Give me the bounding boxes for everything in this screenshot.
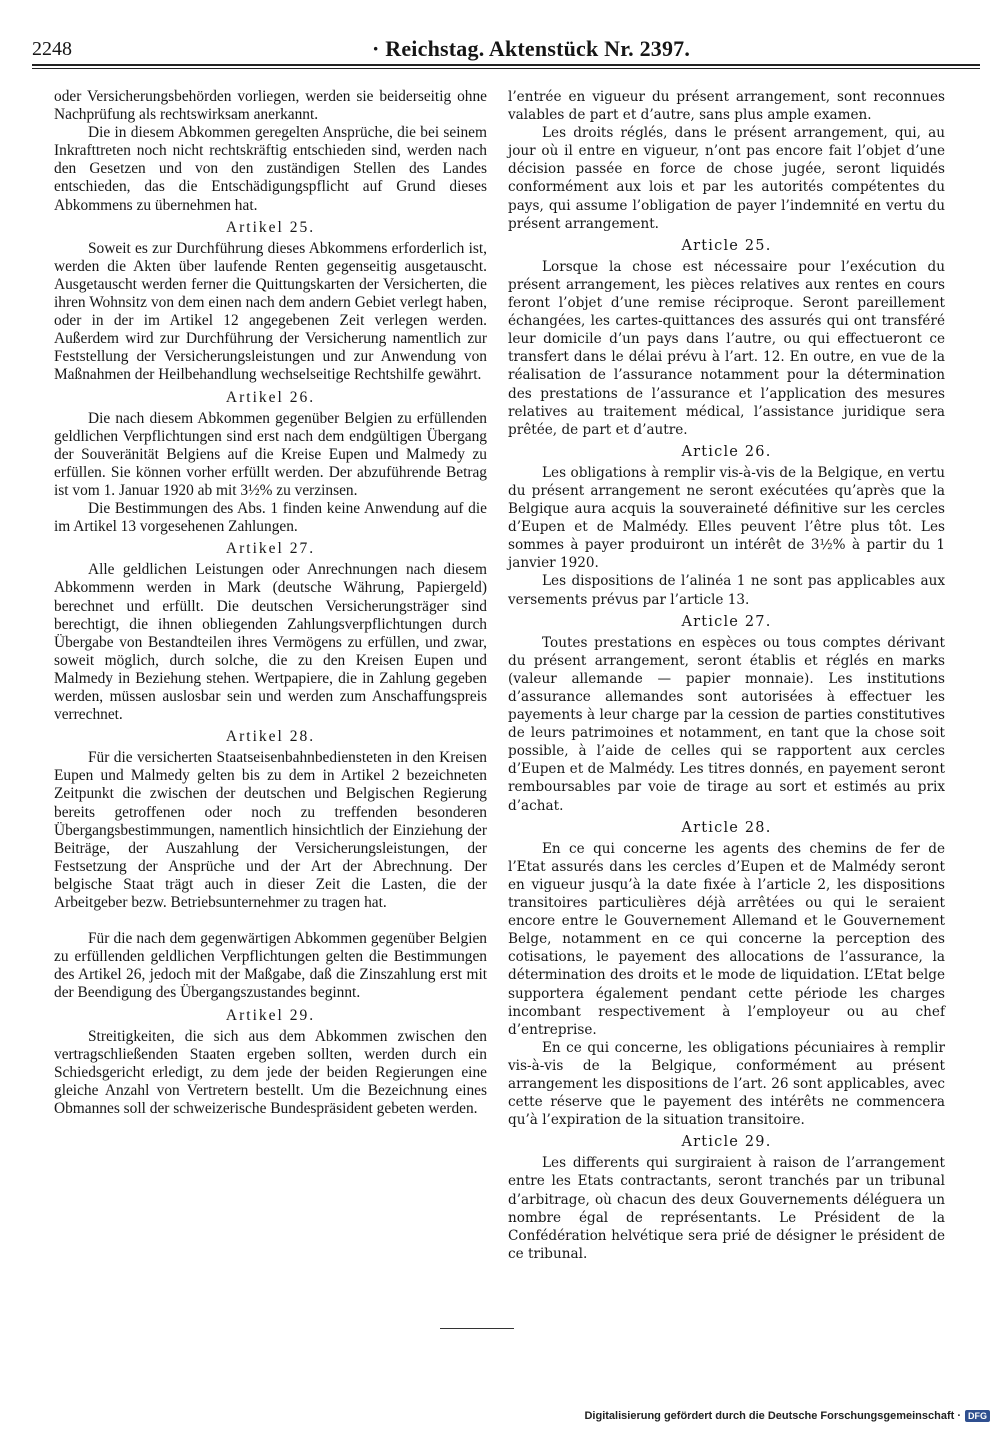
french-column	[508, 88, 945, 1263]
french-article-heading: Article 29.	[681, 1134, 772, 1151]
german-article-heading: Artikel 27.	[225, 540, 316, 558]
german-article-heading: Artikel 26.	[225, 388, 316, 406]
french-paragraph: Toutes prestations en espèces ou tous comptes dérivant du présent arrangement, seront établis et réglés en marks (valeur allemande — papier monnaie). Les institutions d’assurance allemandes sont autorisées à effectuer les payements à leur charge par la cession de parties constitutives de leurs patrimoines et notamment, en tant que la chose soit possible, à l’aide de celles qui se rapportent aux cercles d’Eupen et de Malmédy. Les titres donnés, en payement seront remboursables par voie de tirage au sort et estimés au prix d’achat.	[508, 634, 945, 814]
french-article-heading: Article 27.	[681, 613, 772, 630]
german-paragraph: Die nach diesem Abkommen gegenüber Belgien zu erfüllenden geldlichen Verpflichtungen sind erst nach dem endgültigen Übergang der Souveränität Belgiens auf die Kreise Eupen und Malmedy zu erfüllen. Sie können vorher erfüllt werden. Der abzuführende Betrag ist vom 1. Januar 1920 ab mit 3½% zu verzinsen.	[54, 409, 487, 499]
french-paragraph: Les dispositions de l’alinéa 1 ne sont pas applicables aux versements prévus par l’article 13.	[508, 573, 945, 608]
german-paragraph: Soweit es zur Durchführung dieses Abkommens erforderlich ist, werden die Akten über laufende Renten gegenseitig ausgetauscht. Ausgetauscht werden ferner die Quittungskarten der Versicherten, die ihren Wohnsitz von dem einen nach dem andern Gebiet verlegt haben, oder in der im Artikel 12 angegebenen Zeit verlegen werden. Außerdem wird zur Durchführung der Versicherung namentlich zur Feststellung der Versicherungsleistungen und zur Anwendung von Maßnahmen der Heilbehandlung wechselseitige Rechtshilfe gewährt.	[54, 239, 487, 384]
german-paragraph: Die in diesem Abkommen geregelten Ansprüche, die bei seinem Inkrafttreten noch nicht rechtskräftig entschieden sind, werden nach den Gesetzen und von den zuständigen Stellen des Landes entschieden, das die Entschädigungspflicht auf Grund dieses Abkommens zu übernehmen hat.	[54, 124, 487, 214]
german-paragraph: Für die versicherten Staatseisenbahnbediensteten in den Kreisen Eupen und Malmedy gelten bis zu dem in Artikel 2 bezeichneten Zeitpunkt die zwischen der deutschen und Belgischen Regierung bereits getroffenen oder noch zu treffenden besonderen Übergangsbestimmungen, namentlich hinsichtlich der Einziehung der Beiträge, der Auszahlung der Versicherungsleistungen, der Festsetzung der Ansprüche und der Art der Abrechnung. Der belgische Staat trägt auch in dieser Zeit die Lasten, die der Arbeitgeber bezw. Betriebsunternehmer zu tragen hat.	[54, 749, 487, 912]
page-title: · Reichstag. Aktenstück Nr. 2397.	[372, 36, 691, 61]
page-header	[32, 34, 980, 66]
german-paragraph: Alle geldlichen Leistungen oder Anrechnungen nach diesem Abkommenn werden in Mark (deutsche Währung, Papiergeld) berechnet und erfüllt. Die deutschen Versicherungsträger sind berechtigt, die ihnen obliegenden Zahlungsverpflichtungen durch Übergabe von Bestandteilen ihres Vermögens zu erfüllen, und zwar, soweit möglich, durch solche, die zu den Kreisen Eupen und Malmedy in Beziehung stehen. Wertpapiere, die in Zahlung gegeben werden, müssen auslosbar sein und werden zum Anschaffungspreis verrechnet.	[54, 561, 487, 724]
french-article-heading: Article 25.	[681, 237, 772, 254]
header-rule-thin	[32, 68, 980, 69]
header-rule	[32, 64, 980, 66]
footer-text: Digitalisierung gefördert durch die Deutsche Forschungsgemeinschaft ·	[584, 1410, 961, 1422]
german-paragraph: oder Versicherungsbehörden vorliegen, werden sie beiderseitig ohne Nachprüfung als rechtswirksam anerkannt.	[54, 88, 487, 124]
german-paragraph: Streitigkeiten, die sich aus dem Abkommen zwischen den vertragschließenden Staaten ergeben sollten, werden durch ein Schiedsgericht erledigt, zu dem jede der beiden Regierungen eine gleiche Anzahl von Vertretern bestellt. Um die Bezeichnung eines Obmannes soll der schweizerische Bundespräsident gebeten werden.	[54, 1027, 487, 1117]
dfg-logo: DFG	[965, 1410, 990, 1422]
french-article-heading: Article 28.	[681, 819, 772, 836]
french-paragraph: l’entrée en vigueur du présent arrangement, sont reconnues valables de part et d’autre, sans plus ample examen.	[508, 89, 945, 124]
french-paragraph: Les differents qui surgiraient à raison de l’arrangement entre les Etats contractants, seront tranchés par un tribunal d’arbitrage, où chacun des deux Gouvernements déléguera un nombre égal de représentants. Le Président de la Confédération helvétique sera prié de désigner le président de ce tribunal.	[508, 1155, 945, 1262]
french-paragraph: Les obligations à remplir vis-à-vis de la Belgique, en vertu du présent arrangement ne seront exécutées qu’après que la Belgique aura acquis la souveraineté définitive sur les cercles d’Eupen et de Malmédy. Elles peuvent l’être plus tôt. Les sommes à payer produiront un intérêt de 3½% à partir du 1 janvier 1920.	[508, 464, 945, 572]
footer-credit	[584, 1410, 990, 1422]
french-paragraph: En ce qui concerne, les obligations pécuniaires à remplir vis-à-vis de la Belgique, conformément au présent arrangement les dispositions de l’art. 26 sont applicables, avec cette réserve que le payement des intérêts ne commencera qu’à l’expiration de la situation transitoire.	[508, 1039, 945, 1129]
french-article-heading: Article 26.	[681, 443, 772, 460]
german-article-heading: Artikel 29.	[225, 1006, 316, 1024]
end-rule	[440, 1328, 514, 1329]
german-article-heading: Artikel 28.	[225, 728, 316, 746]
german-article-heading: Artikel 25.	[225, 218, 316, 236]
german-paragraph: Die Bestimmungen des Abs. 1 finden keine Anwendung auf die im Artikel 13 vorgesehenen Zahlungen.	[54, 500, 487, 536]
page-number: 2248	[32, 38, 72, 60]
french-paragraph: Lorsque la chose est nécessaire pour l’exécution du présent arrangement, les pièces relatives aux rentes en cours feront l’objet d’une remise réciproque. Seront pareillement échangées, les cartes-quittances des assurés qui ont transféré leur domicile d’un pays dans l’autre, ou qui effectueront ce transfert dans le délai prévu à l’art. 12. En outre, en vue de la réalisation de l’assurance notamment pour la détermination des prestations de l’assurance et l’application des mesures relatives au traitement médical, l’assistance juridique sera prêtée, de part et d’autre.	[508, 258, 945, 438]
french-paragraph: En ce qui concerne les agents des chemins de fer de l’Etat assurés dans les cercles d’Eupen et de Malmédy seront en vigueur jusqu’à la date fixée à l’article 2, les dispositions transitoires particulières déjà arrêtées ou qui le seraient encore entre le Gouvernement Allemand et le Gouvernement Belge, notamment en ce qui concerne la perception des cotisations, le payement des allocations de l’assurance, la détermination des droits et le mode de liquidation. L’Etat belge supportera également pendant cette période les charges incombant respectivement à l’employeur ou au chef d’entreprise.	[508, 840, 945, 1038]
french-paragraph: Les droits réglés, dans le présent arrangement, qui, au jour où il entre en vigueur, n’ont pas encore fait l’objet d’une décision passée en force de chose jugée, seront liquidés conformément aux lois et par les autorités compétentes du pays, qui assume l’obligation de payer l’indemnité en vertu du présent arrangement.	[508, 125, 945, 232]
german-column	[54, 88, 487, 1118]
german-paragraph: Für die nach dem gegenwärtigen Abkommen gegenüber Belgien zu erfüllenden geldlichen Verpflichtungen gelten die Bestimmungen des Artikel 26, jedoch mit der Maßgabe, daß die Zinszahlung erst mit der Beendigung des Übergangszustandes beginnt.	[54, 930, 487, 1002]
